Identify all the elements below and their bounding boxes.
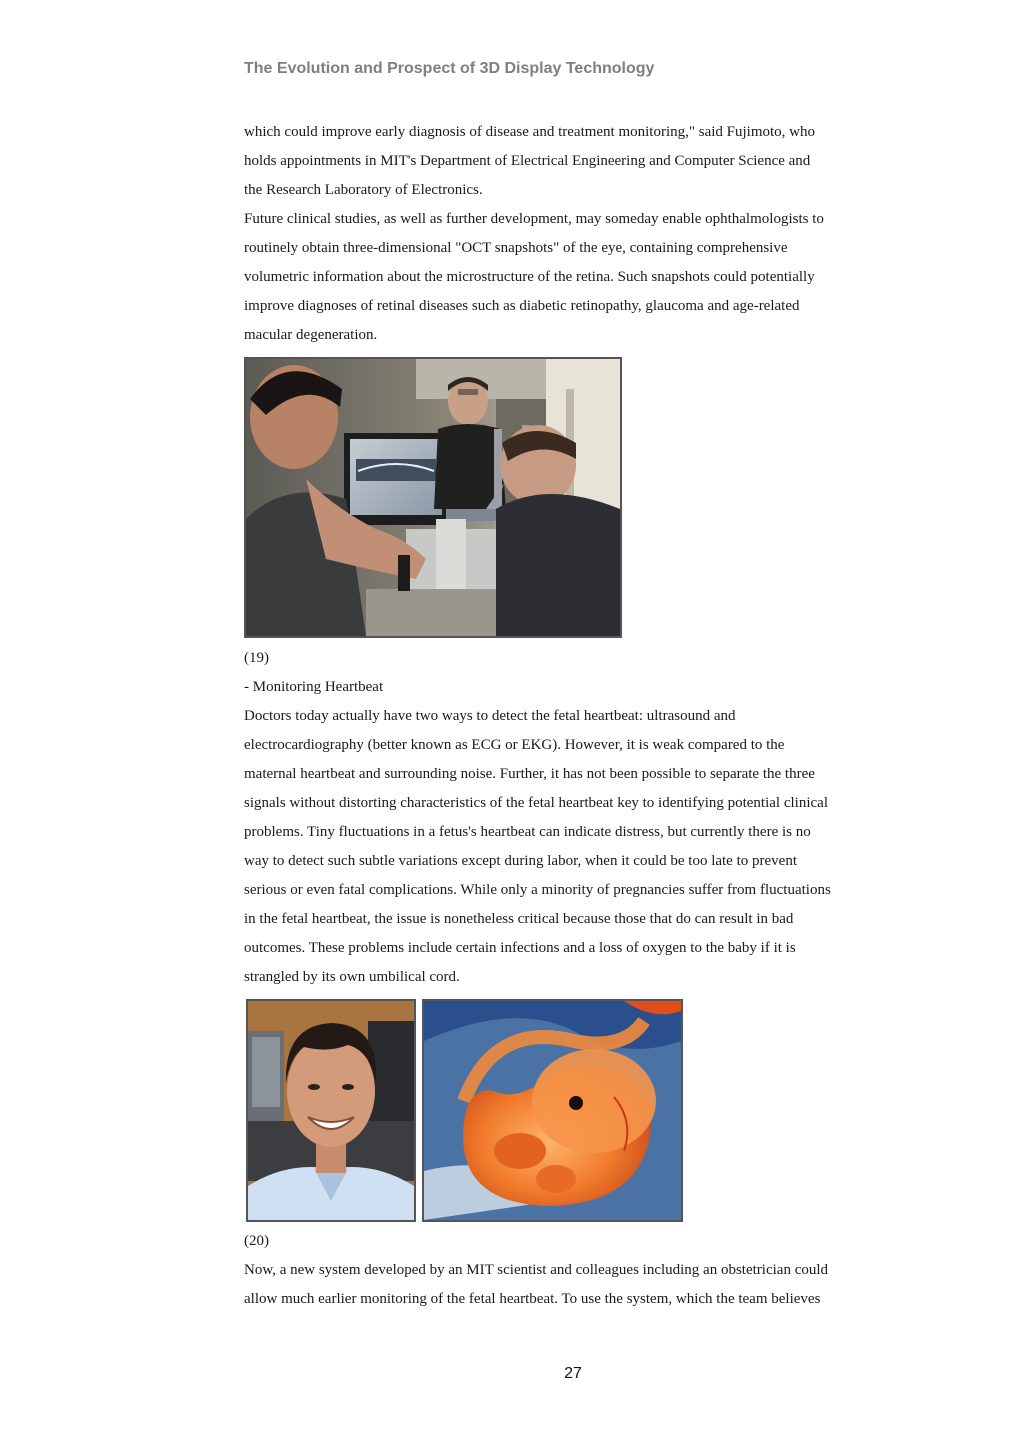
figure-19-lab-photo <box>244 357 622 638</box>
paragraph-block-new-system <box>244 1227 904 1314</box>
text-line: allow much earlier monitoring of the fetal heartbeat. To use the system, which the team believes <box>244 1291 821 1307</box>
text-line: holds appointments in MIT's Department of Electrical Engineering and Computer Science and <box>244 153 811 169</box>
text-line: Future clinical studies, as well as further development, may someday enable ophthalmologists to <box>244 211 824 227</box>
text-line: volumetric information about the microstructure of the retina. Such snapshots could potentially <box>244 269 815 285</box>
text-line: which could improve early diagnosis of disease and treatment monitoring," said Fujimoto, who <box>244 124 816 140</box>
text-line: the Research Laboratory of Electronics. <box>244 182 483 198</box>
text-line: Doctors today actually have two ways to detect the fetal heartbeat: ultrasound and <box>244 708 736 724</box>
text-line: routinely obtain three-dimensional "OCT snapshots" of the eye, containing comprehensive <box>244 240 788 256</box>
paragraph-block-oct <box>244 118 904 350</box>
text-line: electrocardiography (better known as ECG or EKG). However, it is weak compared to the <box>244 737 785 753</box>
page-number: 27 <box>564 1365 582 1382</box>
text-line: outcomes. These problems include certain infections and a loss of oxygen to the baby if it is <box>244 940 796 956</box>
text-line: serious or even fatal complications. While only a minority of pregnancies suffer from fluctuations <box>244 882 831 898</box>
text-line: way to detect such subtle variations except during labor, when it could be too late to prevent <box>244 853 797 869</box>
paragraph-block-heartbeat <box>244 644 904 992</box>
text-line: macular degeneration. <box>244 327 378 343</box>
text-line: maternal heartbeat and surrounding noise. Further, it has not been possible to separate the three <box>244 766 815 782</box>
running-header: The Evolution and Prospect of 3D Display Technology <box>244 60 655 77</box>
text-line: Now, a new system developed by an MIT scientist and colleagues including an obstetrician could <box>244 1262 829 1278</box>
text-line: improve diagnoses of retinal diseases such as diabetic retinopathy, glaucoma and age-related <box>244 298 800 314</box>
section-heading-monitoring-heartbeat: - Monitoring Heartbeat <box>244 679 384 695</box>
text-line: problems. Tiny fluctuations in a fetus's heartbeat can indicate distress, but currently there is no <box>244 824 811 840</box>
figure-19-caption: (19) <box>244 650 269 666</box>
figure-20-portrait-photo <box>246 999 416 1222</box>
figure-20-fetus-illustration <box>422 999 683 1222</box>
text-line: in the fetal heartbeat, the issue is nonetheless critical because those that do can result in bad <box>244 911 794 927</box>
text-line: signals without distorting characteristics of the fetal heartbeat key to identifying potential clinical <box>244 795 828 811</box>
figure-20-caption: (20) <box>244 1233 269 1249</box>
text-line: strangled by its own umbilical cord. <box>244 969 460 985</box>
